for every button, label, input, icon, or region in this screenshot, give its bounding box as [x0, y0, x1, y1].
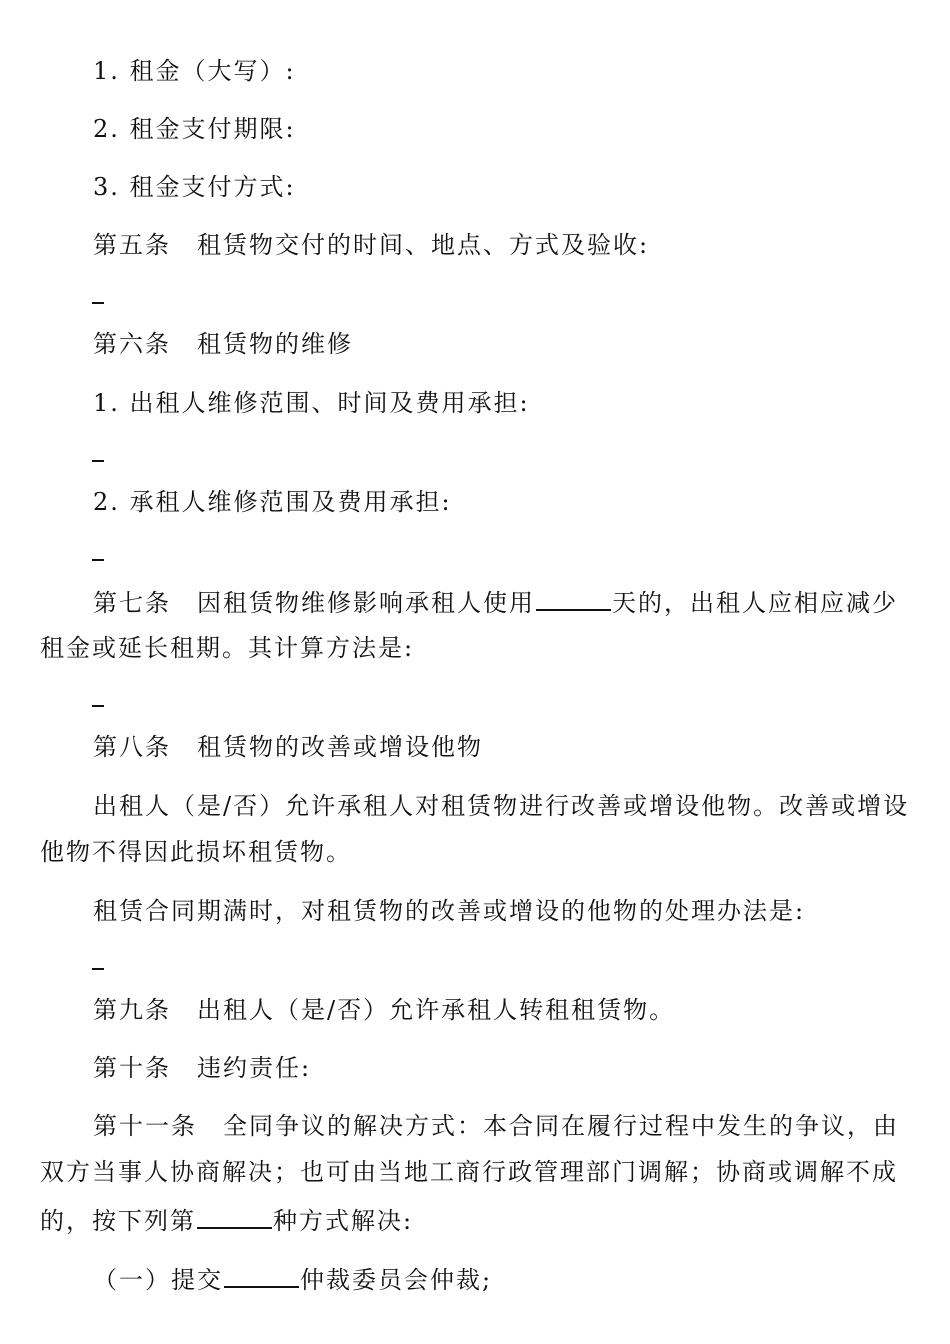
lessor-maintenance-line: 1. 出租人维修范围、时间及费用承担:	[93, 389, 530, 417]
article-11-line2: 双方当事人协商解决；也可由当地工商行政管理部门调解；协商或调解不成	[40, 1158, 898, 1186]
arbitration-committee-blank[interactable]	[224, 1264, 299, 1288]
blank-dash	[92, 968, 104, 970]
article-10-line: 第十条 违约责任:	[93, 1054, 312, 1082]
blank-dash	[92, 705, 104, 707]
method-number-blank[interactable]	[197, 1205, 272, 1229]
article-11-line3	[40, 1205, 413, 1236]
article-8-heading: 第八条 租赁物的改善或增设他物	[93, 733, 483, 761]
arbitration-text-b: 仲裁委员会仲裁;	[300, 1266, 493, 1294]
arbitration-option-line	[93, 1264, 492, 1295]
blank-dash	[92, 302, 104, 304]
article-6-heading: 第六条 租赁物的维修	[93, 330, 353, 358]
rent-payment-method-line: 3. 租金支付方式:	[93, 173, 296, 201]
rent-payment-period-line: 2. 租金支付期限:	[93, 115, 296, 143]
rent-amount-line: 1. 租金（大写）:	[93, 57, 296, 85]
article-11-text-a: 的，按下列第	[40, 1207, 196, 1235]
article-7-continuation: 租金或延长租期。其计算方法是:	[40, 634, 415, 662]
arbitration-text-a: （一）提交	[93, 1266, 223, 1294]
article-7-line	[93, 587, 898, 618]
article-5-heading: 第五条 租赁物交付的时间、地点、方式及验收:	[93, 231, 650, 259]
article-9-line: 第九条 出租人（是/否）允许承租人转租租赁物。	[93, 996, 676, 1024]
article-11-line1: 第十一条 全同争议的解决方式：本合同在履行过程中发生的争议，由	[93, 1112, 899, 1140]
article-11-text-b: 种方式解决:	[273, 1207, 414, 1235]
days-blank[interactable]	[536, 587, 611, 611]
article-7-text-b: 天的，出租人应相应减少	[612, 589, 898, 617]
blank-dash	[92, 559, 104, 561]
article-8-body-line1: 出租人（是/否）允许承租人对租赁物进行改善或增设他物。改善或增设	[93, 792, 910, 820]
article-8-disposal-line: 租赁合同期满时，对租赁物的改善或增设的他物的处理办法是:	[93, 897, 806, 925]
lessee-maintenance-line: 2. 承租人维修范围及费用承担:	[93, 488, 452, 516]
article-8-body-line2: 他物不得因此损坏租赁物。	[40, 838, 352, 866]
blank-dash	[92, 460, 104, 462]
article-7-text-a: 第七条 因租赁物维修影响承租人使用	[93, 589, 535, 617]
